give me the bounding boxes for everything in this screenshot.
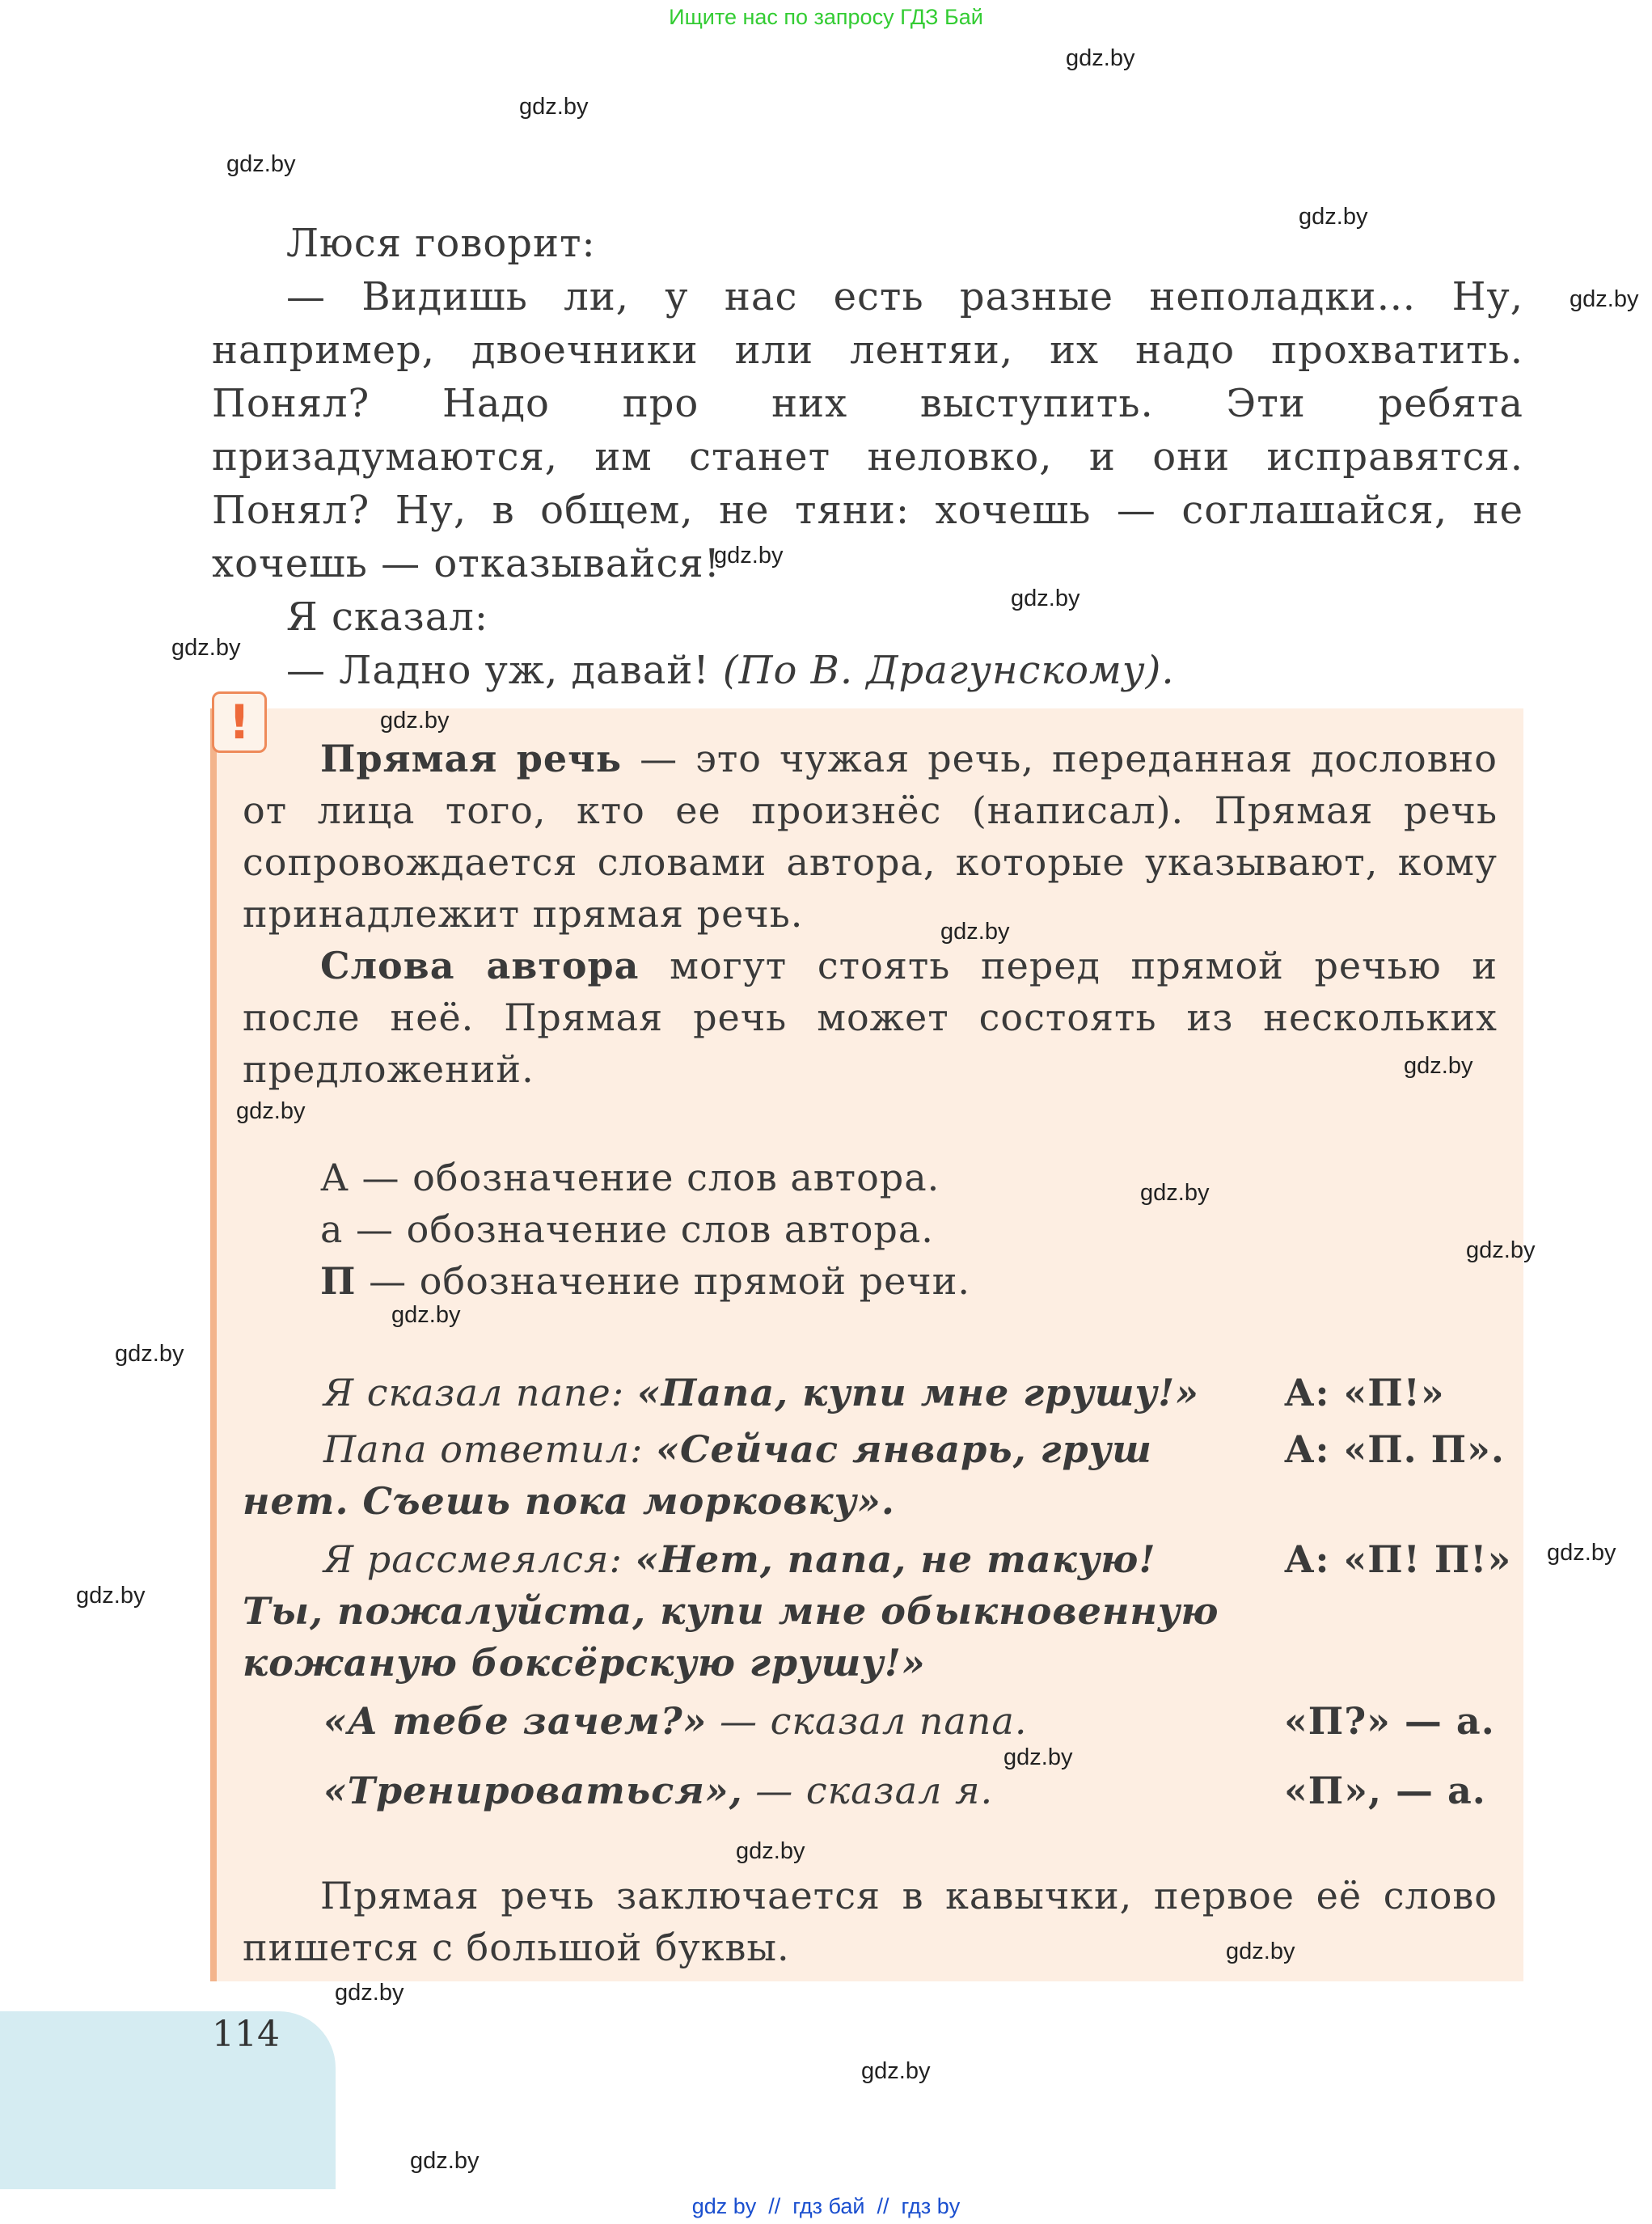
term-author-words: Слова автора (320, 944, 640, 987)
legend-symbol: А (320, 1156, 349, 1199)
top-banner[interactable]: Ищите нас по запросу ГДЗ Бай (669, 5, 983, 29)
example-direct-speech: «Тренироваться», (323, 1769, 743, 1812)
example-author-words: — сказал папа. (707, 1699, 1028, 1743)
legend-text: — обозначение прямой речи. (356, 1259, 970, 1303)
watermark: gdz.by (1011, 586, 1080, 611)
exclamation-icon: ! (212, 691, 267, 753)
legend (320, 1152, 1371, 1307)
definition-text: могут стоять перед прямой речью и после неё. Прямая речь может состоять из нескольких предложений. (243, 944, 1498, 1091)
watermark: gdz.by (1140, 1180, 1210, 1206)
story-paragraph: Я сказал: (286, 594, 488, 640)
watermark: gdz.by (335, 1980, 404, 2006)
watermark: gdz.by (1547, 1540, 1616, 1566)
legend-text: — обозначение слов автора. (349, 1156, 940, 1199)
watermark: gdz.by (1404, 1053, 1473, 1079)
example-author-words: Я сказал папе: (323, 1371, 637, 1414)
rule-definition (243, 733, 1498, 1095)
page-number: 114 (212, 2014, 280, 2055)
watermark: gdz.by (736, 1838, 805, 1864)
example-direct-speech: «Папа, купи мне грушу!» (636, 1371, 1199, 1414)
watermark: gdz.by (1570, 286, 1639, 312)
story-paragraph (212, 644, 1523, 697)
legend-item (320, 1203, 1371, 1255)
example-author-words: Папа ответил: (323, 1427, 657, 1471)
watermark: gdz.by (171, 635, 241, 661)
watermark: gdz.by (861, 2058, 931, 2084)
watermark: gdz.by (714, 543, 784, 569)
definition-text: — это чужая речь, переданная дословно от лица того, кто ее произнёс (написал). Прямая речь сопровождается словами автора, которые указывают, кому принадлежит прямая речь. (243, 737, 1498, 936)
legend-symbol: П (320, 1259, 357, 1303)
watermark: gdz.by (1226, 1939, 1295, 1964)
example-schema: А: «П!» (1284, 1371, 1445, 1414)
watermark: gdz.by (76, 1583, 146, 1609)
story-text (212, 217, 1523, 697)
example-3 (243, 1533, 1225, 1689)
footer-links[interactable]: gdz by // гдз бай // гдз by (691, 2194, 961, 2218)
example-author-words: — сказал я. (742, 1769, 994, 1812)
example-2 (243, 1423, 1225, 1527)
rule-paragraph (243, 940, 1498, 1095)
watermark: gdz.by (391, 1302, 461, 1328)
example-5 (323, 1765, 1253, 1816)
watermark: gdz.by (1066, 45, 1135, 71)
example-schema: «П», — а. (1284, 1769, 1486, 1812)
example-4 (323, 1695, 1253, 1747)
legend-item (320, 1255, 1371, 1307)
watermark: gdz.by (115, 1341, 184, 1367)
example-author-words: Я рассмеялся: (323, 1537, 636, 1581)
watermark: gdz.by (1003, 1744, 1073, 1770)
watermark: gdz.by (519, 94, 589, 120)
example-schema: «П?» — а. (1284, 1699, 1495, 1743)
rule-paragraph (243, 733, 1498, 940)
story-citation: (По В. Драгунскому). (722, 648, 1175, 693)
watermark: gdz.by (940, 919, 1010, 945)
story-dialogue: — Ладно уж, давай! (286, 648, 710, 693)
example-direct-speech: «А тебе зачем?» (323, 1699, 708, 1743)
legend-text: — обозначение слов автора. (343, 1207, 934, 1251)
watermark: gdz.by (410, 2148, 480, 2174)
example-direct-speech: «Сейчас январь, груш нет. Съешь пока морковку». (243, 1427, 1152, 1523)
conclusion-paragraph: Прямая речь заключается в кавычки, первое её слово пишется с большой буквы. (243, 1874, 1498, 1969)
example-schema: А: «П! П!» (1284, 1537, 1512, 1581)
page-corner-tab (0, 2011, 336, 2189)
legend-symbol: а (320, 1207, 344, 1251)
rule-conclusion (243, 1870, 1498, 1973)
story-paragraph: Люся говорит: (286, 221, 596, 266)
example-direct-speech: «Нет, папа, не такую! Ты, пожалуйста, купи мне обыкновенную кожаную боксёрскую грушу!» (243, 1537, 1219, 1685)
watermark: gdz.by (236, 1098, 306, 1124)
example-schema: А: «П. П». (1284, 1427, 1505, 1471)
watermark: gdz.by (226, 151, 296, 177)
story-paragraph: — Видишь ли, у нас есть разные неполадки… Ну, например, двоечники или лентяи, их надо прохватить. Понял? Надо про них выступить. Эти ребята призадумаются, им станет неловко, и они исправятся. Понял? Ну, в общем, не тяни: хочешь — соглашайся, не хочешь — отказывайся! (212, 274, 1523, 586)
legend-item (320, 1152, 1371, 1203)
watermark: gdz.by (1299, 204, 1368, 230)
watermark: gdz.by (380, 708, 450, 734)
watermark: gdz.by (1466, 1237, 1536, 1263)
example-1 (323, 1367, 1253, 1419)
term-direct-speech: Прямая речь (320, 737, 623, 780)
